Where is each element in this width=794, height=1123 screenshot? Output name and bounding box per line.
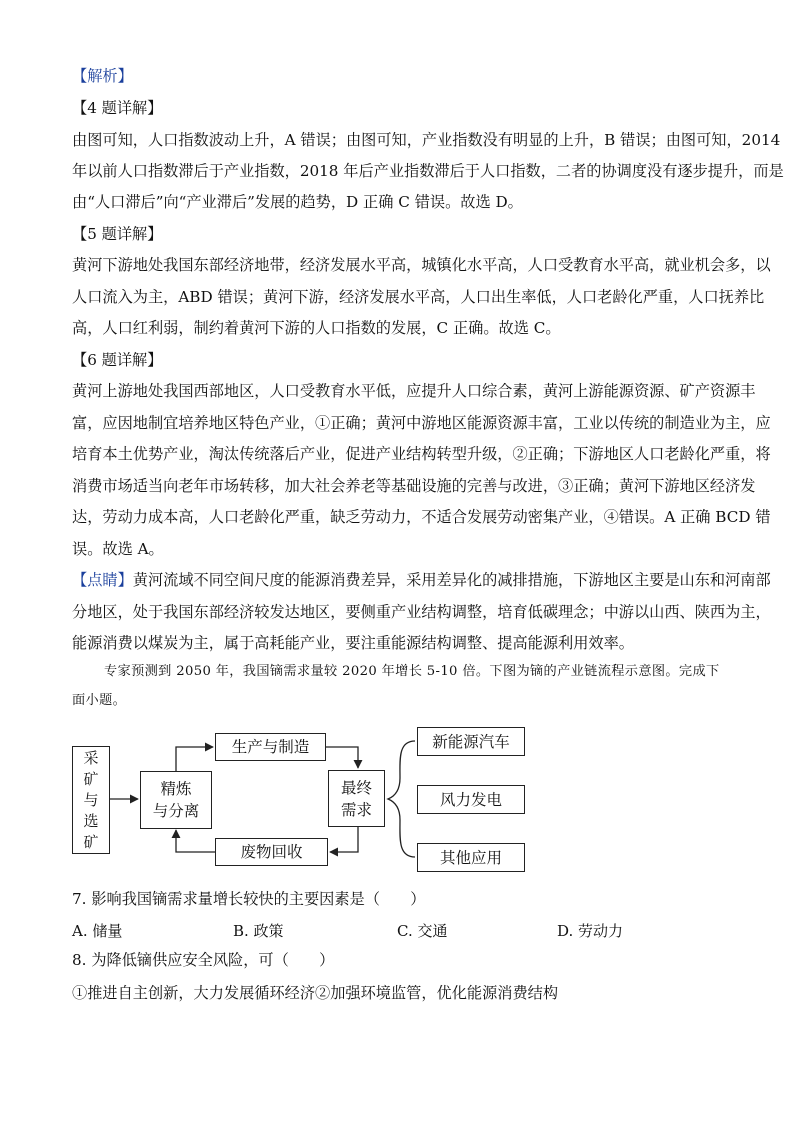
refining-box xyxy=(140,771,212,829)
dianjing-text-1: 黄河流域不同空间尺度的能源消费差异，采用差异化的减排措施，下游地区主要是山东和河南部 xyxy=(132,571,771,589)
q6-line-3: 培育本土优势产业，淘汰传统落后产业，促进产业结构转型升级，②正确；下游地区人口老龄化严重，将 xyxy=(72,445,771,463)
demand-line-1: 最终 xyxy=(340,778,372,797)
arrow-refining-to-production xyxy=(176,747,213,771)
q6-line-2: 富，应因地制宜培养地区特色产业，①正确；黄河中游地区能源资源丰富，工业以传统的制造业为主，应 xyxy=(72,414,771,432)
q6-line-6: 误。故选 A。 xyxy=(72,540,164,558)
mining-box xyxy=(72,746,110,854)
q6-line-4: 消费市场适当向老年市场转移，加大社会养老等基础设施的完善与改进，③正确；黄河下游地区经济发 xyxy=(72,477,756,495)
app-box-wind-power: 风力发电 xyxy=(417,785,525,814)
q7-option-d: D. 劳动力 xyxy=(557,922,624,940)
analysis-label: 【解析】 xyxy=(72,67,133,85)
mining-char-2: 矿 xyxy=(83,769,99,788)
q5-title: 【5 题详解】 xyxy=(72,225,163,243)
q8-line-1: ①推进自主创新，大力发展循环经济②加强环境监管，优化能源消费结构 xyxy=(72,984,558,1002)
q8-stem: 8. 为降低镝供应安全风险，可（ ） xyxy=(72,951,335,969)
q4-line-1: 由图可知，人口指数波动上升，A 错误；由图可知，产业指数没有明显的上升，B 错误；由图可知，2014 xyxy=(72,131,781,149)
mining-char-1: 采 xyxy=(83,748,99,767)
intro-line-2: 面小题。 xyxy=(72,693,127,708)
arrow-demand-to-recycling xyxy=(330,827,358,852)
app-box-new-energy-vehicles: 新能源汽车 xyxy=(417,727,525,756)
q5-line-3: 高，人口红利弱，制约着黄河下游的人口指数的发展，C 正确。故选 C。 xyxy=(72,319,561,337)
q7-option-c: C. 交通 xyxy=(397,922,448,940)
q6-line-1: 黄河上游地处我国西部地区，人口受教育水平低，应提升人口综合素，黄河上游能源资源、矿产资源丰 xyxy=(72,382,756,400)
arrow-production-to-demand xyxy=(326,747,358,768)
q6-title: 【6 题详解】 xyxy=(72,351,163,369)
demand-box xyxy=(328,770,385,827)
mining-char-5: 矿 xyxy=(83,832,99,851)
intro-line-1: 专家预测到 2050 年，我国镝需求量较 2020 年增长 5-10 倍。下图为镝的产业链流程示意图。完成下 xyxy=(104,664,720,679)
refining-line-1: 精炼 xyxy=(160,780,192,798)
q7-option-b: B. 政策 xyxy=(233,922,284,940)
dianjing-line-2: 分地区，处于我国东部经济较发达地区，要侧重产业结构调整，培育低碳理念；中游以山西、陕西为主， xyxy=(72,603,771,621)
dianjing-label: 【点睛】 xyxy=(72,571,133,589)
q4-line-2: 年以前人口指数滞后于产业指数，2018 年后产业指数滞后于人口指数，二者的协调度没有逐步提升，而是 xyxy=(72,162,784,180)
mining-char-4: 选 xyxy=(83,811,99,830)
app-box-other: 其他应用 xyxy=(417,843,525,872)
arrow-recycling-to-refining xyxy=(176,830,215,852)
production-box: 生产与制造 xyxy=(215,733,326,761)
mining-char-3: 与 xyxy=(83,790,99,809)
q4-line-3: 由“人口滞后”向“产业滞后”发展的趋势，D 正确 C 错误。故选 D。 xyxy=(72,193,523,211)
dianjing-line-3: 能源消费以煤炭为主，属于高耗能产业，要注重能源结构调整、提高能源利用效率。 xyxy=(72,634,634,652)
recycling-box: 废物回收 xyxy=(215,838,328,866)
demand-brace xyxy=(388,741,415,857)
q6-line-5: 达，劳动力成本高，人口老龄化严重，缺乏劳动力，不适合发展劳动密集产业，④错误。A 正确 BCD 错 xyxy=(72,508,771,526)
q5-line-2: 人口流入为主，ABD 错误；黄河下游，经济发展水平高，人口出生率低，人口老龄化严重，人口抚养比 xyxy=(72,288,765,306)
q7-stem: 7. 影响我国镝需求量增长较快的主要因素是（ ） xyxy=(72,890,426,908)
refining-line-2: 与分离 xyxy=(152,802,200,820)
q5-line-1: 黄河下游地处我国东部经济地带，经济发展水平高，城镇化水平高，人口受教育水平高，就业机会多，以 xyxy=(72,256,771,274)
demand-line-2: 需求 xyxy=(340,800,372,819)
q7-option-a: A. 储量 xyxy=(72,922,123,940)
q4-title: 【4 题详解】 xyxy=(72,99,163,117)
